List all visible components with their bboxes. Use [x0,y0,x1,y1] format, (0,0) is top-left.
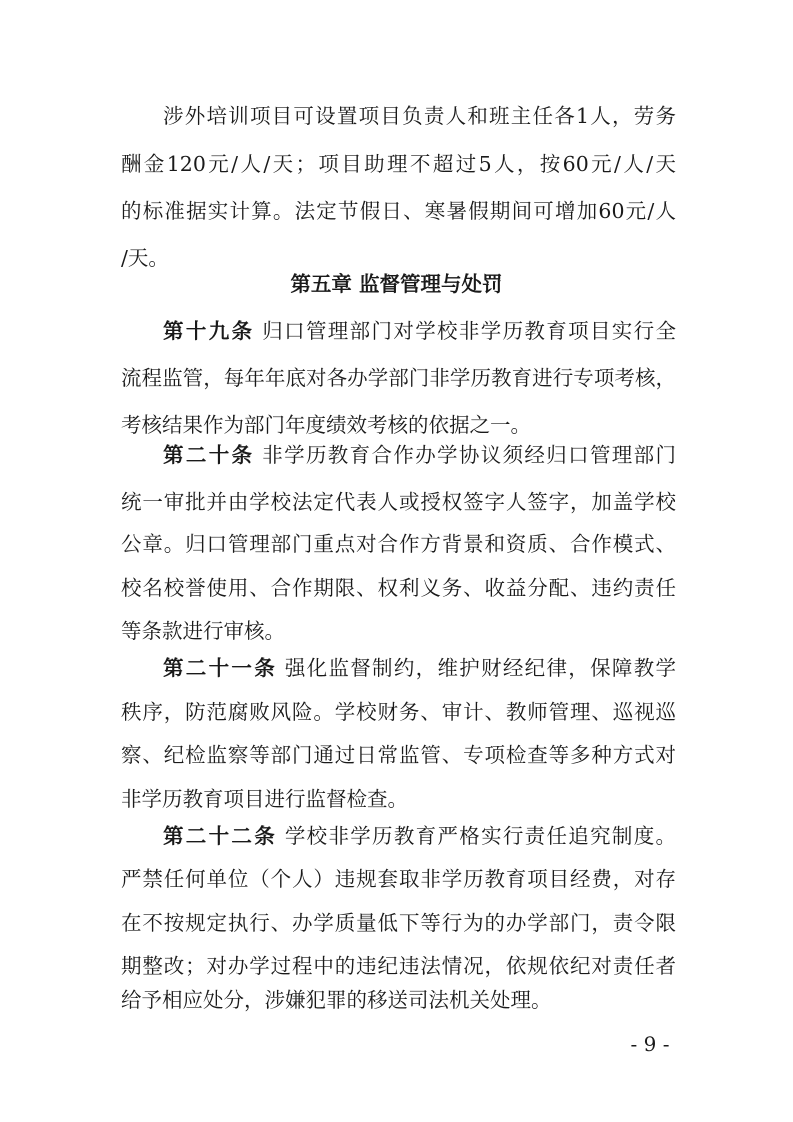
article-line: 统一审批并由学校法定代表人或授权签字人签字，加盖学校 [121,490,676,514]
article-first-line [163,441,676,469]
article-label: 第二十条 [163,443,255,467]
article-line: 公章。归口管理部门重点对合作方背景和资质、合作模式、 [121,532,676,556]
article-line: 在不按规定执行、办学质量低下等行为的办学部门，责令限 [121,911,676,935]
article-first-line [163,317,676,345]
article-line: 给予相应处分，涉嫌犯罪的移送司法机关处理。 [121,988,552,1012]
intro-line: 涉外培训项目可设置项目负责人和班主任各1人，劳务 [163,104,676,128]
article-line: 考核结果作为部门年度绩效考核的依据之一。 [121,413,531,437]
article-line: 察、纪检监察等部门通过日常监管、专项检查等多种方式对 [121,743,676,767]
article-first-line [163,822,676,850]
intro-line: 酬金120元/人/天；项目助理不超过5人，按60元/人/天 [121,152,676,176]
article-line: 等条款进行审核。 [121,619,285,643]
article-text: 强化监督制约，维护财经纪律，保障教学 [284,656,676,680]
article-line: 非学历教育项目进行监督检查。 [121,787,408,811]
article-line: 严禁任何单位（个人）违规套取非学历教育项目经费，对存 [121,867,676,891]
page-number: - 9 - [630,1032,670,1056]
article-line: 秩序，防范腐败风险。学校财务、审计、教师管理、巡视巡 [121,700,676,724]
article-text: 非学历教育合作办学协议须经归口管理部门 [262,443,676,467]
chapter-title: 第五章 监督管理与处罚 [290,272,503,296]
article-label: 第二十二条 [163,824,278,848]
article-label: 第十九条 [163,319,255,343]
article-line: 流程监管，每年年底对各办学部门非学历教育进行专项考核， [121,366,676,390]
article-first-line [163,654,676,682]
intro-line: /天。 [121,246,169,270]
article-line: 校名校誉使用、合作期限、权利义务、收益分配、违约责任 [121,576,676,600]
article-text: 学校非学历教育严格实行责任追究制度。 [284,824,676,848]
article-line: 期整改；对办学过程中的违纪违法情况，依规依纪对责任者 [121,954,676,978]
article-text: 归口管理部门对学校非学历教育项目实行全 [262,319,676,343]
intro-line: 的标准据实计算。法定节假日、寒暑假期间可增加60元/人 [121,199,676,223]
article-label: 第二十一条 [163,656,278,680]
